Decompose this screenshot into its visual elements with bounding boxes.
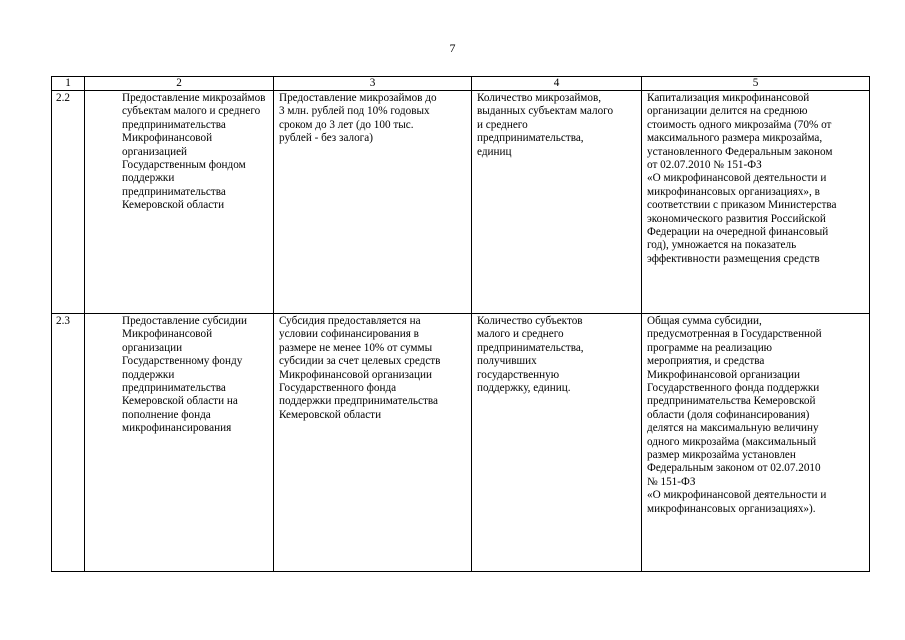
header-cell: 5 [642,77,870,91]
measure-name-cell: Предоставление микрозаймов субъектам малого и среднего предпринимательства Микрофинансовой организацией Государственным фондом поддержки предпринимательства Кемеровской области [85,91,274,314]
table-row [52,314,870,572]
indicator-cell: Количество микрозаймов, выданных субъектам малого и среднего предпринимательства, единиц [472,91,642,314]
indicator-cell: Количество субъектов малого и среднего предпринимательства, получивших государственную поддержку, единиц. [472,314,642,572]
row-number-cell: 2.3 [52,314,85,572]
header-cell: 2 [85,77,274,91]
header-cell: 1 [52,77,85,91]
measure-content-cell: Предоставление микрозаймов до 3 млн. рублей под 10% годовых сроком до 3 лет (до 100 тыс. рублей - без залога) [274,91,472,314]
method-cell: Капитализация микрофинансовой организации делится на среднюю стоимость одного микрозайма (70% от максимального размера микрозайма, установленного Федеральным законом от 02.07.2010 № 151-ФЗ «О микрофинансовой деятельности и микрофинансовых организациях», в соответствии с приказом Министерства экономического развития Российской Федерации на очередной финансовый год), умножается на показатель эффективности размещения средств [642,91,870,314]
measure-content-cell: Субсидия предоставляется на условии софинансирования в размере не менее 10% от суммы субсидии за счет целевых средств Микрофинансовой организации Государственного фонда поддержки предпринимательства Кемеровской области [274,314,472,572]
method-cell: Общая сумма субсидии, предусмотренная в Государственной программе на реализацию мероприятия, и средства Микрофинансовой организации Государственного фонда поддержки предпринимательства Кемеровской области (доля софинансирования) делятся на максимальную величину одного микрозайма (максимальный размер микрозайма установлен Федеральным законом от 02.07.2010 № 151-ФЗ «О микрофинансовой деятельности и микрофинансовых организациях»). [642,314,870,572]
table-header-row [52,77,870,91]
measure-name-cell: Предоставление субсидии Микрофинансовой организации Государственному фонду поддержки предпринимательства Кемеровской области на пополнение фонда микрофинансирования [85,314,274,572]
indicators-table [51,76,870,572]
page-number: 7 [449,41,456,55]
table-row [52,91,870,314]
header-cell: 3 [274,77,472,91]
row-number-cell: 2.2 [52,91,85,314]
header-cell: 4 [472,77,642,91]
